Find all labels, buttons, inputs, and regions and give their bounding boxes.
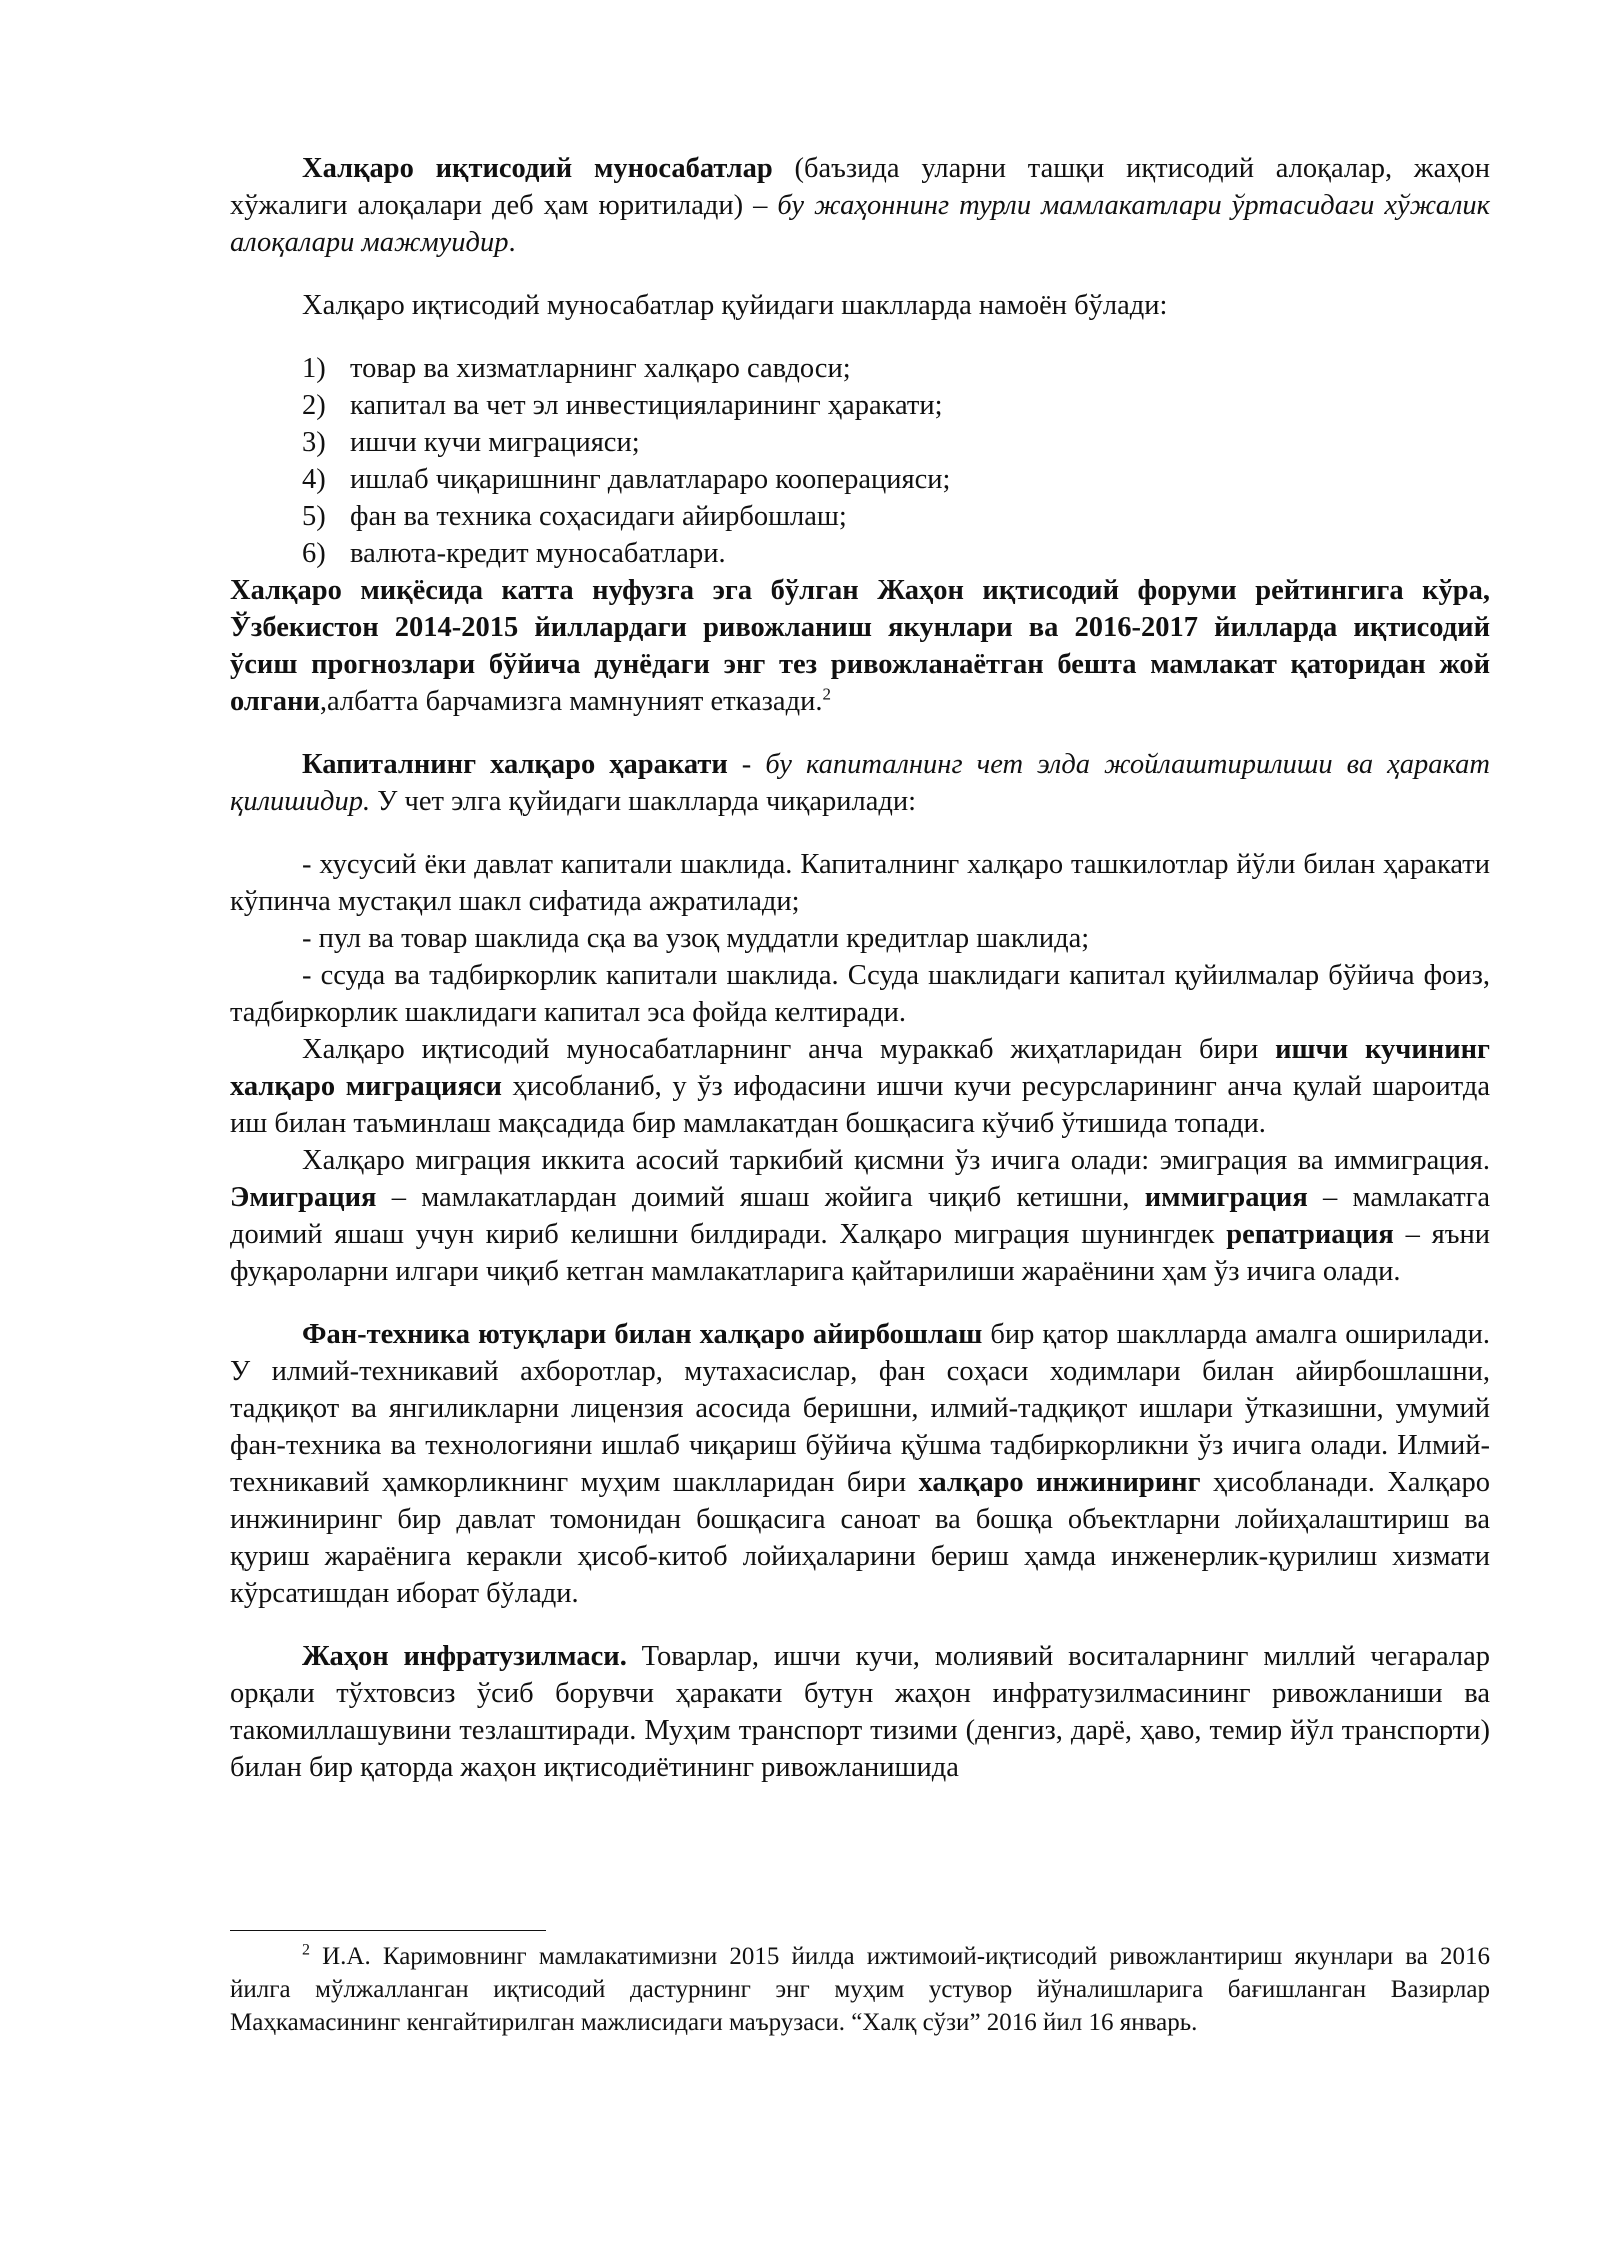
list-item: - пул ва товар шаклида сқа ва узоқ муддатли кредитлар шаклида; bbox=[302, 923, 1090, 954]
list-item-text: капитал ва чет эл инвестицияларининг ҳаракати; bbox=[350, 390, 943, 421]
paragraph-text: - bbox=[727, 749, 766, 780]
paragraph-migration-types bbox=[230, 1142, 1490, 1290]
term-capital-movement: Капиталнинг халқаро ҳаракати bbox=[302, 749, 728, 780]
list-item: - ссуда ва тадбиркорлик капитали шаклида. Ссуда шаклидаги капитал қуйилмалар бўйича фоиз, тадбиркорлик шаклидаги капитал эса фойда келтиради. bbox=[230, 960, 1490, 1028]
paragraph-text: ҳисобланади. Халқаро инжиниринг бир давлат томонидан бошқасига саноат ва бошқа объектларни лойиҳалаштириш ва қуриш жараёнига керакли ҳисоб-китоб лойиҳаларини бериш ҳамда инженерлик-қурилиш хизмати кўрсатишдан иборат бўлади. bbox=[230, 1467, 1491, 1609]
paragraph-text: ,албатта барчамизга мамнуният етказади. bbox=[319, 686, 823, 717]
list-item-text: товар ва хизматларнинг халқаро савдоси; bbox=[350, 353, 851, 384]
footnote-separator bbox=[230, 1930, 546, 1931]
paragraph-text: бир қатор шаклларда амалга оширилади. У илмий-техникавий ахборотлар, мутахасислар, фан соҳаси ходимлари билан айирбошлашни, тадқиқот ва янгиликларни лицензия асосида беришни, илмий-тадқиқот ишлари ўтказишни, умумий фан-техника ва технологияни ишлаб чиқариш бўйича қўшма тадбиркорликни ўз ичига олади. Илмий-техникавий ҳамкорликнинг муҳим шаклларидан бири bbox=[230, 1319, 1490, 1498]
paragraph-world-infrastructure bbox=[230, 1638, 1490, 1786]
paragraph-text: Халқаро иқтисодий муносабатларнинг анча мураккаб жиҳатларидан бири bbox=[302, 1034, 1276, 1065]
paragraph-science-exchange bbox=[230, 1316, 1490, 1612]
list-item-text: валюта-кредит муносабатлари. bbox=[350, 538, 726, 569]
paragraph-text: Халқаро миграция иккита асосий таркибий қисмни ўз ичига олади: эмиграция ва иммиграция. bbox=[302, 1145, 1490, 1176]
paragraph-text: – мамлакатлардан доимий яшаш жойига чиқиб кетишни, bbox=[376, 1182, 1145, 1213]
paragraph-definition bbox=[230, 150, 1490, 261]
list-item-number: 6) bbox=[302, 538, 326, 569]
paragraph-text: Товарлар, ишчи кучи, молиявий воситаларнинг миллий чегаралар орқали тўхтовсиз ўсиб борувчи ҳаракати бутун жаҳон инфратузилмасининг ривожланиши ва такомиллашувини тезлаштиради. Муҳим транспорт тизими (денгиз, дарё, ҳаво, темир йўл транспорти) билан бир қаторда жаҳон иқтисодиётининг ривожланишида bbox=[230, 1641, 1491, 1783]
capital-forms-list bbox=[230, 846, 1490, 1031]
footnote-number: 2 bbox=[302, 1941, 310, 1959]
paragraph-text: – яъни фуқароларни илгари чиқиб кетган мамлакатларига қайтарилиши жараёнини ҳам ўз ичига олади. bbox=[230, 1219, 1490, 1287]
term-emigration: Эмиграция bbox=[230, 1182, 377, 1213]
footnote bbox=[230, 1940, 1490, 2039]
list-item-text: ишчи кучи миграцияси; bbox=[350, 427, 640, 458]
paragraph-text: У чет элга қуйидаги шаклларда чиқарилади: bbox=[370, 786, 917, 817]
forms-list bbox=[230, 350, 1490, 572]
paragraph-labor-migration bbox=[230, 1031, 1490, 1142]
term-labor-migration: ишчи кучининг халқаро миграцияси bbox=[230, 1034, 1490, 1102]
list-item bbox=[230, 350, 1490, 387]
list-item-number: 4) bbox=[302, 464, 326, 495]
list-item-number: 2) bbox=[302, 390, 326, 421]
list-item bbox=[230, 498, 1490, 535]
paragraph-text: – мамлакатга доимий яшаш учун кириб келишни билдиради. Халқаро миграция шунингдек bbox=[230, 1182, 1490, 1250]
term-world-infrastructure: Жаҳон инфратузилмаси. bbox=[302, 1641, 627, 1672]
definition-text: бу жаҳоннинг турли мамлакатлари ўртасидаги хўжалик алоқалари мажмуидир bbox=[230, 190, 1491, 258]
paragraph-text: (баъзида уларни ташқи иқтисодий алоқалар, жаҳон хўжалиги алоқалари деб ҳам юритилади) – bbox=[230, 153, 1490, 221]
term-repatriation: репатриация bbox=[1226, 1219, 1394, 1250]
list-item-number: 5) bbox=[302, 501, 326, 532]
list-item bbox=[230, 424, 1490, 461]
term-engineering: халқаро инжиниринг bbox=[918, 1467, 1201, 1498]
list-item bbox=[230, 535, 1490, 572]
document-page bbox=[230, 150, 1490, 1786]
footnote-text: И.А. Каримовнинг мамлакатимизни 2015 йилда ижтимоий-иқтисодий ривожлантириш якунлари ва 2016 йилга мўлжалланган иқтисодий дастурнинг энг муҳим устувор йўналишларига бағишланган Вазирлар Маҳкамасининг кенгайтирилган мажлисидаги маърузаси. “Халқ сўзи” 2016 йил 16 январь. bbox=[230, 1943, 1490, 2036]
list-item-number: 3) bbox=[302, 427, 326, 458]
footnote-reference: 2 bbox=[822, 684, 831, 704]
paragraph-wef-rating bbox=[230, 572, 1490, 720]
term-immigration: иммиграция bbox=[1144, 1182, 1308, 1213]
definition-text: бу капиталнинг чет элда жойлаштирилиши ва ҳаракат қилишидир. bbox=[230, 749, 1490, 817]
list-item-number: 1) bbox=[302, 353, 326, 384]
paragraph-capital-movement bbox=[230, 746, 1490, 820]
paragraph-text: ҳисобланиб, у ўз ифодасини ишчи кучи ресурсларининг анча қулай шароитда иш билан таъминлаш мақсадида бир мамлакатдан бошқасига кўчиб ўтишида топади. bbox=[230, 1071, 1491, 1139]
term-science-exchange: Фан-техника ютуқлари билан халқаро айирбошлаш bbox=[302, 1319, 983, 1350]
paragraph-forms-intro: Халқаро иқтисодий муносабатлар қуйидаги шаклларда намоён бўлади: bbox=[302, 290, 1168, 321]
list-item bbox=[230, 461, 1490, 498]
term-international-economic-relations: Халқаро иқтисодий муносабатлар bbox=[302, 153, 773, 184]
list-item-text: ишлаб чиқаришнинг давлатлараро кооперацияси; bbox=[350, 464, 951, 495]
bold-statement: Халқаро миқёсида катта нуфузга эга бўлган Жаҳон иқтисодий форуми рейтингига кўра, Ўзбекистон 2014-2015 йиллардаги ривожланиш якунлари ва 2016-2017 йилларда иқтисодий ўсиш прогнозлари бўйича дунёдаги энг тез ривожланаётган бешта мамлакат қаторидан жой олгани bbox=[230, 575, 1490, 717]
paragraph-text: . bbox=[508, 227, 516, 258]
list-item bbox=[230, 387, 1490, 424]
list-item: - хусусий ёки давлат капитали шаклида. Капиталнинг халқаро ташкилотлар йўли билан ҳаракати кўпинча мустақил шакл сифатида ажратилади; bbox=[230, 849, 1490, 917]
list-item-text: фан ва техника соҳасидаги айирбошлаш; bbox=[350, 501, 847, 532]
